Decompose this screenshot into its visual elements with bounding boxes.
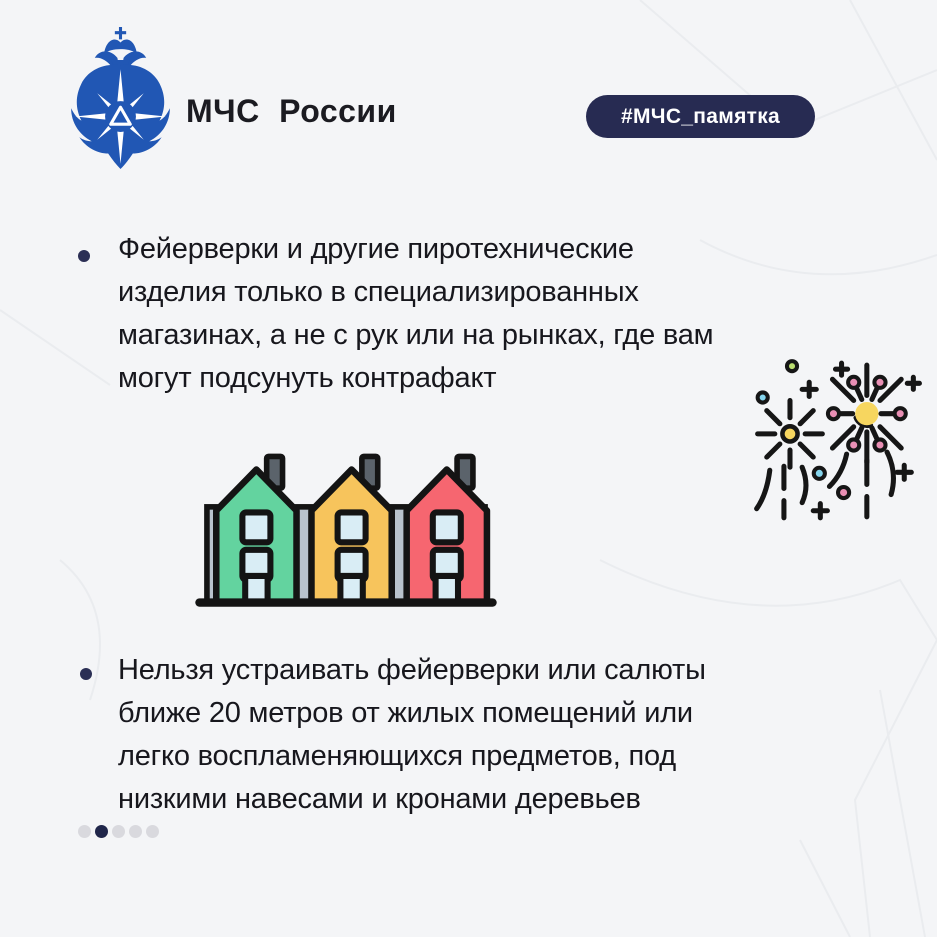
mchs-eagle-emblem-logo (58, 26, 183, 170)
pagination-dot[interactable] (78, 825, 91, 838)
bullet-text-1 (118, 228, 838, 400)
brand-title: МЧС России (186, 93, 397, 129)
pagination-dot-active[interactable] (95, 825, 108, 838)
fireworks-icon (742, 353, 930, 535)
bullet-1-line-4: могут подсунуть контрафакт (118, 362, 497, 394)
bullet-1-line-3: магазинах, а не с рук или на рынках, где вам (118, 319, 714, 351)
bullet-2-line-3: легко воспламеняющихся предметов, под (118, 740, 676, 772)
pagination-dot[interactable] (112, 825, 125, 838)
row-houses-icon (192, 448, 500, 618)
bullet-marker (78, 250, 90, 262)
pagination-dot[interactable] (129, 825, 142, 838)
bullet-1-line-1: Фейерверки и другие пиротехнические (118, 233, 634, 265)
bullet-marker (80, 668, 92, 680)
bullet-2-line-1: Нельзя устраивать фейерверки или салюты (118, 654, 706, 686)
pagination-dot[interactable] (146, 825, 159, 838)
pagination-dots (78, 825, 159, 838)
bullet-1-line-2: изделия только в специализированных (118, 276, 639, 308)
bullet-2-line-2: ближе 20 метров от жилых помещений или (118, 697, 693, 729)
bullet-2-line-4: низкими навесами и кронами деревьев (118, 783, 641, 815)
hashtag-badge[interactable]: #МЧС_памятка (586, 95, 815, 138)
bullet-text-2 (118, 649, 838, 821)
